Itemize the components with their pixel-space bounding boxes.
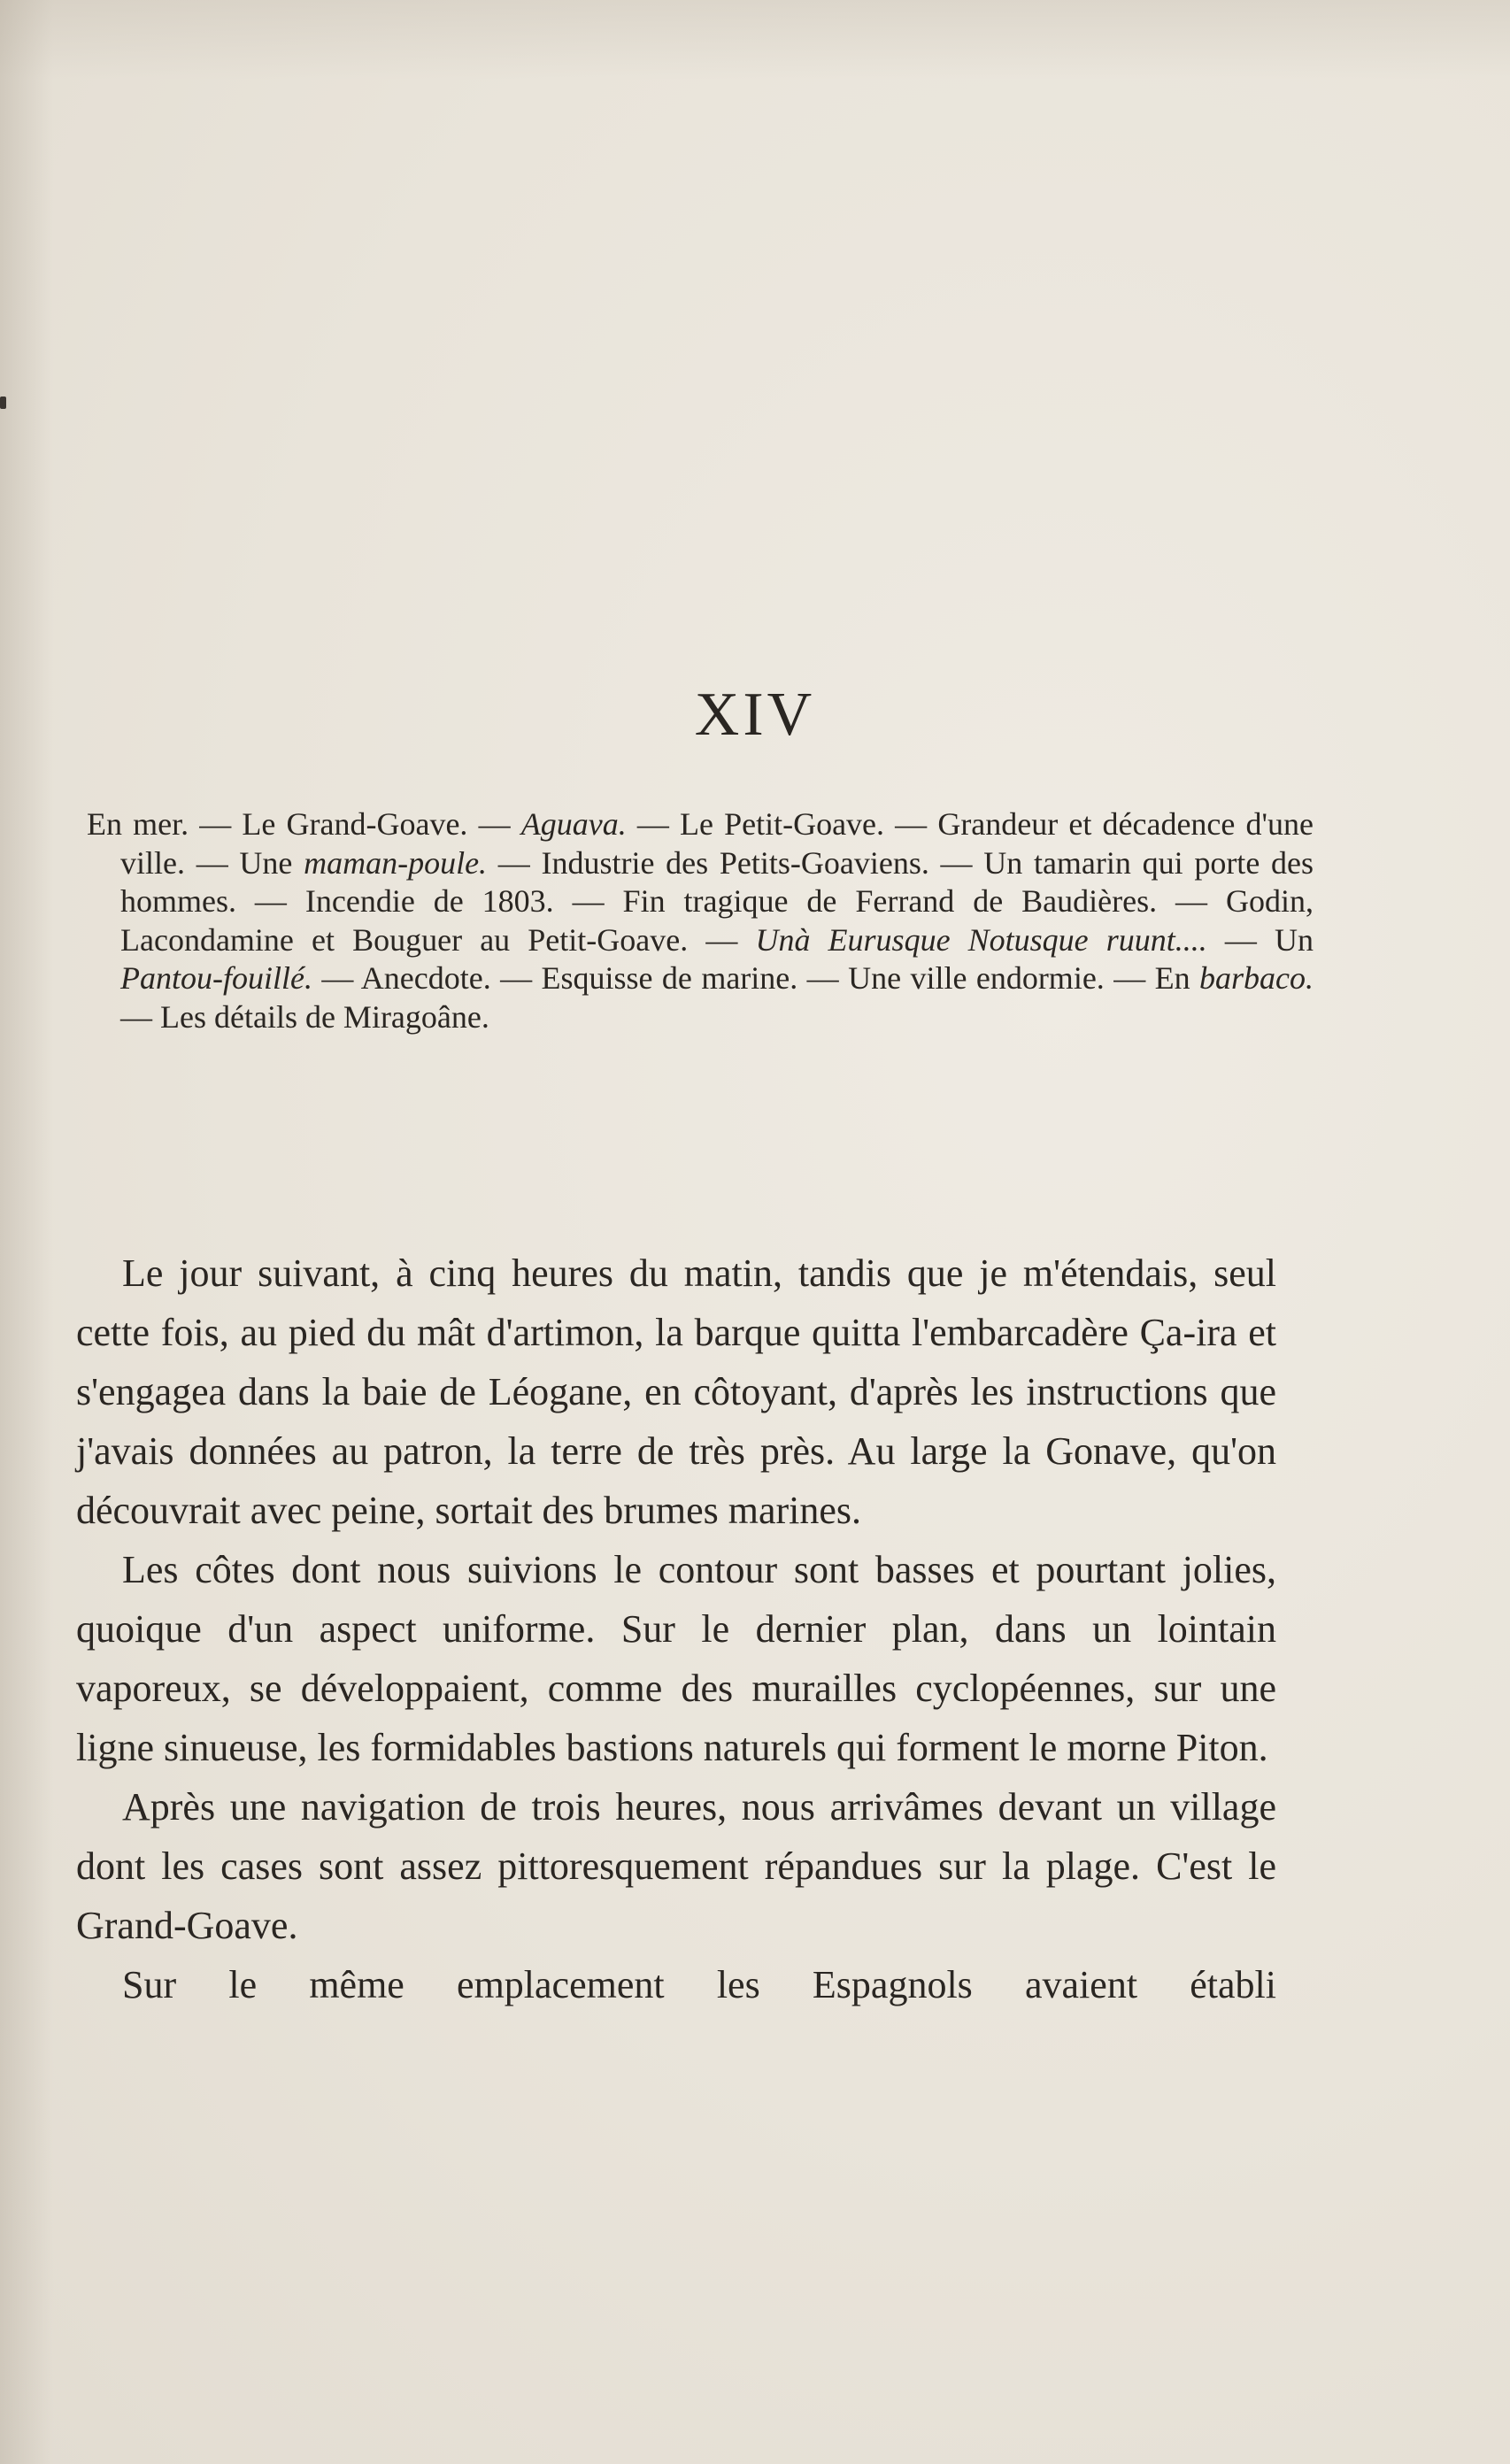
body-text [76,1244,1276,2014]
summary-italic-term: Unà Eurusque Notusque ruunt.... [755,921,1207,958]
summary-text: — Le Petit-Goave. — Grandeur et décadence d'une ville. — Une [120,806,1314,881]
paragraph: Le jour suivant, à cinq heures du matin, tandis que je m'étendais, seul cette fois, au pied du mât d'artimon, la barque quitta l'embarcadère Ça-ira et s'engagea dans la baie de Léogane, en côtoyant, d'après les instructions que j'avais données au patron, la terre de très près. Au large la Gonave, qu'on découvrait avec peine, sortait des brumes marines. [76,1251,1276,1532]
summary-text: — Anecdote. — Esquisse de marine. — Une ville endormie. — En [312,960,1199,996]
summary-italic-term: Pantou-fouillé. [120,960,312,996]
summary-text: — Un [1206,921,1314,958]
paragraph: Après une navigation de trois heures, nous arrivâmes devant un village dont les cases sont assez pittoresquement répandues sur la plage. C'est le Grand-Goave. [76,1785,1276,1947]
summary-text: — Les détails de Miragoâne. [120,998,489,1035]
paragraph: Les côtes dont nous suivions le contour sont basses et pourtant jolies, quoique d'un aspect uniforme. Sur le dernier plan, dans un lointain vaporeux, se développaient, comme des murailles cyclopéennes, sur une ligne sinueuse, les formidables bastions naturels qui forment le morne Piton. [76,1548,1276,1769]
chapter-number: XIV [694,681,816,749]
summary-text: — Industrie des Petits-Goaviens. — Un tamarin qui porte des hommes. — Incendie de 1803. — Fin tragique de Ferrand de Baudières. — Godin, Lacondamine et Bouguer au Petit-Goave. — [120,844,1314,958]
page-gutter-shadow [0,0,53,2464]
margin-mark [0,397,6,409]
summary-text: En mer. — Le Grand-Goave. — [87,806,521,842]
summary-italic-term: Aguava. [520,806,627,842]
page-top-shadow [0,0,1510,80]
paragraph: Sur le même emplacement les Espagnols avaient établi [122,1963,1276,2006]
chapter-summary [87,805,1314,1036]
summary-italic-term: maman-poule. [304,844,488,881]
summary-italic-term: barbaco. [1199,960,1314,996]
